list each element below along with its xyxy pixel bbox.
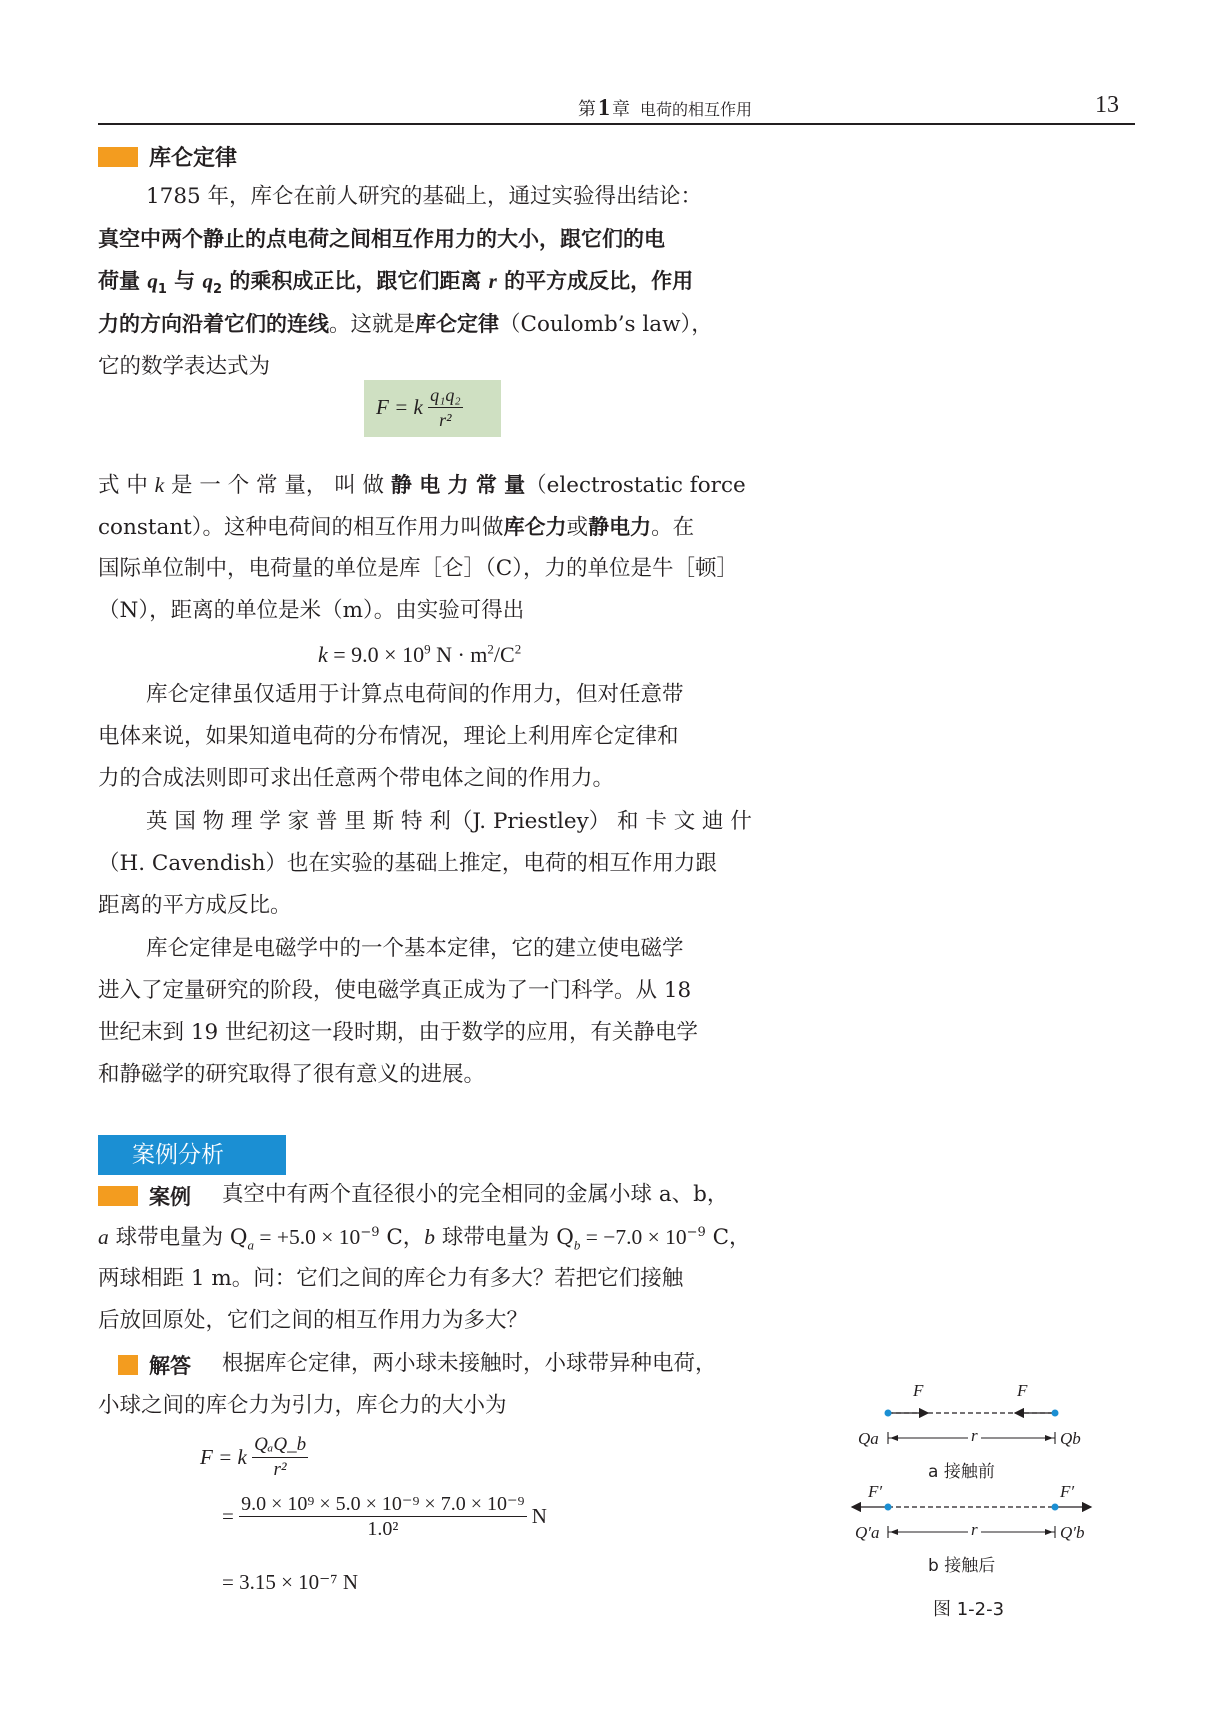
charge-b-dot-after [1052, 1504, 1059, 1511]
charge-label-qb: Qb [1060, 1429, 1081, 1448]
answer-line-2: 小球之间的库仑力为引力，库仑力的大小为 [98, 1393, 507, 1418]
force-label-left: F [913, 1381, 924, 1400]
caption-before: a 接触前 [928, 1462, 995, 1482]
coulomb-formula [364, 380, 501, 437]
formula-lhs: F = k [376, 395, 423, 419]
equation-2: = $\frac{\text{9.0 × 10⁹ × 5.0 × 10⁻⁹ × 7.0 × 10⁻⁹}}{\text{1.0²}}$ N [222, 1493, 547, 1540]
p5-line-4: 和静磁学的研究取得了很有意义的进展。 [98, 1062, 486, 1087]
case-line-4: 后放回原处，它们之间的相互作用力为多大？ [98, 1308, 529, 1333]
case-analysis-banner: 案例分析 [98, 1135, 286, 1175]
p4-line-2: （H. Cavendish）也在实验的基础上推定，电荷的相互作用力跟 [98, 851, 717, 876]
header-rule [98, 123, 1135, 125]
p2-line-4: （N），距离的单位是米（m）。由实验可得出 [98, 598, 525, 623]
formula-numerator: q₁q₂ [428, 383, 463, 408]
p3-line-2: 电体来说，如果知道电荷的分布情况，理论上利用库仑定律和 [98, 724, 679, 749]
law-line-1: 真空中两个静止的点电荷之间相互作用力的大小，跟它们的电 [98, 227, 665, 251]
p3-line-3: 力的合成法则即可求出任意两个带电体之间的作用力。 [98, 766, 615, 791]
answer-label: 解答 [149, 1354, 191, 1378]
chapter-prefix: 第 [578, 99, 596, 120]
case-line-3: 两球相距 1 m。问：它们之间的库仑力有多大？若把它们接触 [98, 1266, 684, 1291]
chapter-number: 1 [598, 95, 610, 121]
figure-caption: 图 1-2-3 [933, 1599, 1005, 1620]
law-line-3: 力的方向沿着它们的连线。这就是库仑定律（Coulomb’s law）， [98, 312, 713, 337]
charge-label-qa: Qa [858, 1429, 879, 1448]
charge-label-qa-after: Q′a [855, 1523, 880, 1542]
force-label-right: F [1017, 1381, 1028, 1400]
distance-label: r [968, 1426, 981, 1446]
case-line-2: a 球带电量为 $Q_a = +5.0 \times 10^{-9}$ C，b 球带电量为 $Q_b = -7.0 \times 10^{-9}$ C， [98, 1224, 751, 1253]
p5-line-2: 进入了定量研究的阶段，使电磁学真正成为了一门科学。从 18 [98, 978, 692, 1003]
force-label-left-after: F′ [868, 1482, 883, 1501]
case-marker [98, 1186, 138, 1206]
charge-label-qb-after: Q′b [1060, 1523, 1085, 1542]
case-label: 案例 [149, 1185, 191, 1209]
force-label-right-after: F′ [1060, 1482, 1075, 1501]
charge-a-dot [885, 1410, 892, 1417]
chapter-suffix: 章 [612, 99, 630, 120]
p3-line-1: 库仑定律虽仅适用于计算点电荷间的作用力，但对任意带 [146, 682, 684, 707]
p2-line-1: 式 中 k 是 一 个 常 量， 叫 做 静 电 力 常 量（electrostatic force [98, 473, 746, 498]
p2-line-3: 国际单位制中，电荷量的单位是库［仑］（C），力的单位是牛［顿］ [98, 556, 738, 581]
k-value: $k = 9.0 \times 10^9$ $N \cdot m^2/C^2$ [318, 641, 522, 667]
p4-line-1: 英 国 物 理 学 家 普 里 斯 特 利（J. Priestley） 和 卡 文 迪 什 [146, 809, 752, 834]
distance-label-after: r [968, 1520, 981, 1540]
p2-line-2: constant）。这种电荷间的相互作用力叫做库仑力或静电力。在 [98, 515, 695, 540]
formula-denominator: r² [439, 410, 452, 430]
p5-line-3: 世纪末到 19 世纪初这一段时期，由于数学的应用，有关静电学 [98, 1020, 699, 1045]
law-line-4: 它的数学表达式为 [98, 354, 271, 379]
p4-line-3: 距离的平方成反比。 [98, 893, 292, 918]
answer-line-1: 根据库仑定律，两小球未接触时，小球带异种电荷， [222, 1351, 717, 1376]
running-head [578, 95, 752, 122]
case-line-1: 真空中有两个直径很小的完全相同的金属小球 a、b， [222, 1182, 729, 1207]
section-marker [98, 147, 138, 167]
law-line-2: 荷量 $q_1$ 与 $q_2$ 的乘积成正比，跟它们距离 r 的平方成反比，作用 [98, 269, 694, 298]
charge-a-dot-after [885, 1504, 892, 1511]
chapter-title: 电荷的相互作用 [640, 100, 753, 119]
caption-after: b 接触后 [928, 1556, 996, 1576]
section-title: 库仑定律 [149, 146, 238, 171]
intro-line: 1785 年，库仑在前人研究的基础上，通过实验得出结论： [146, 184, 703, 209]
page-number: 13 [1095, 92, 1119, 118]
equation-3: = 3.15 × 10⁻⁷ N [222, 1570, 359, 1594]
answer-marker [118, 1355, 138, 1375]
equation-1: F = k $\frac{\text{QₐQ\_b}}{\text{r²}}$ [200, 1434, 307, 1480]
charge-b-dot [1052, 1410, 1059, 1417]
p5-line-1: 库仑定律是电磁学中的一个基本定律，它的建立使电磁学 [146, 936, 684, 961]
